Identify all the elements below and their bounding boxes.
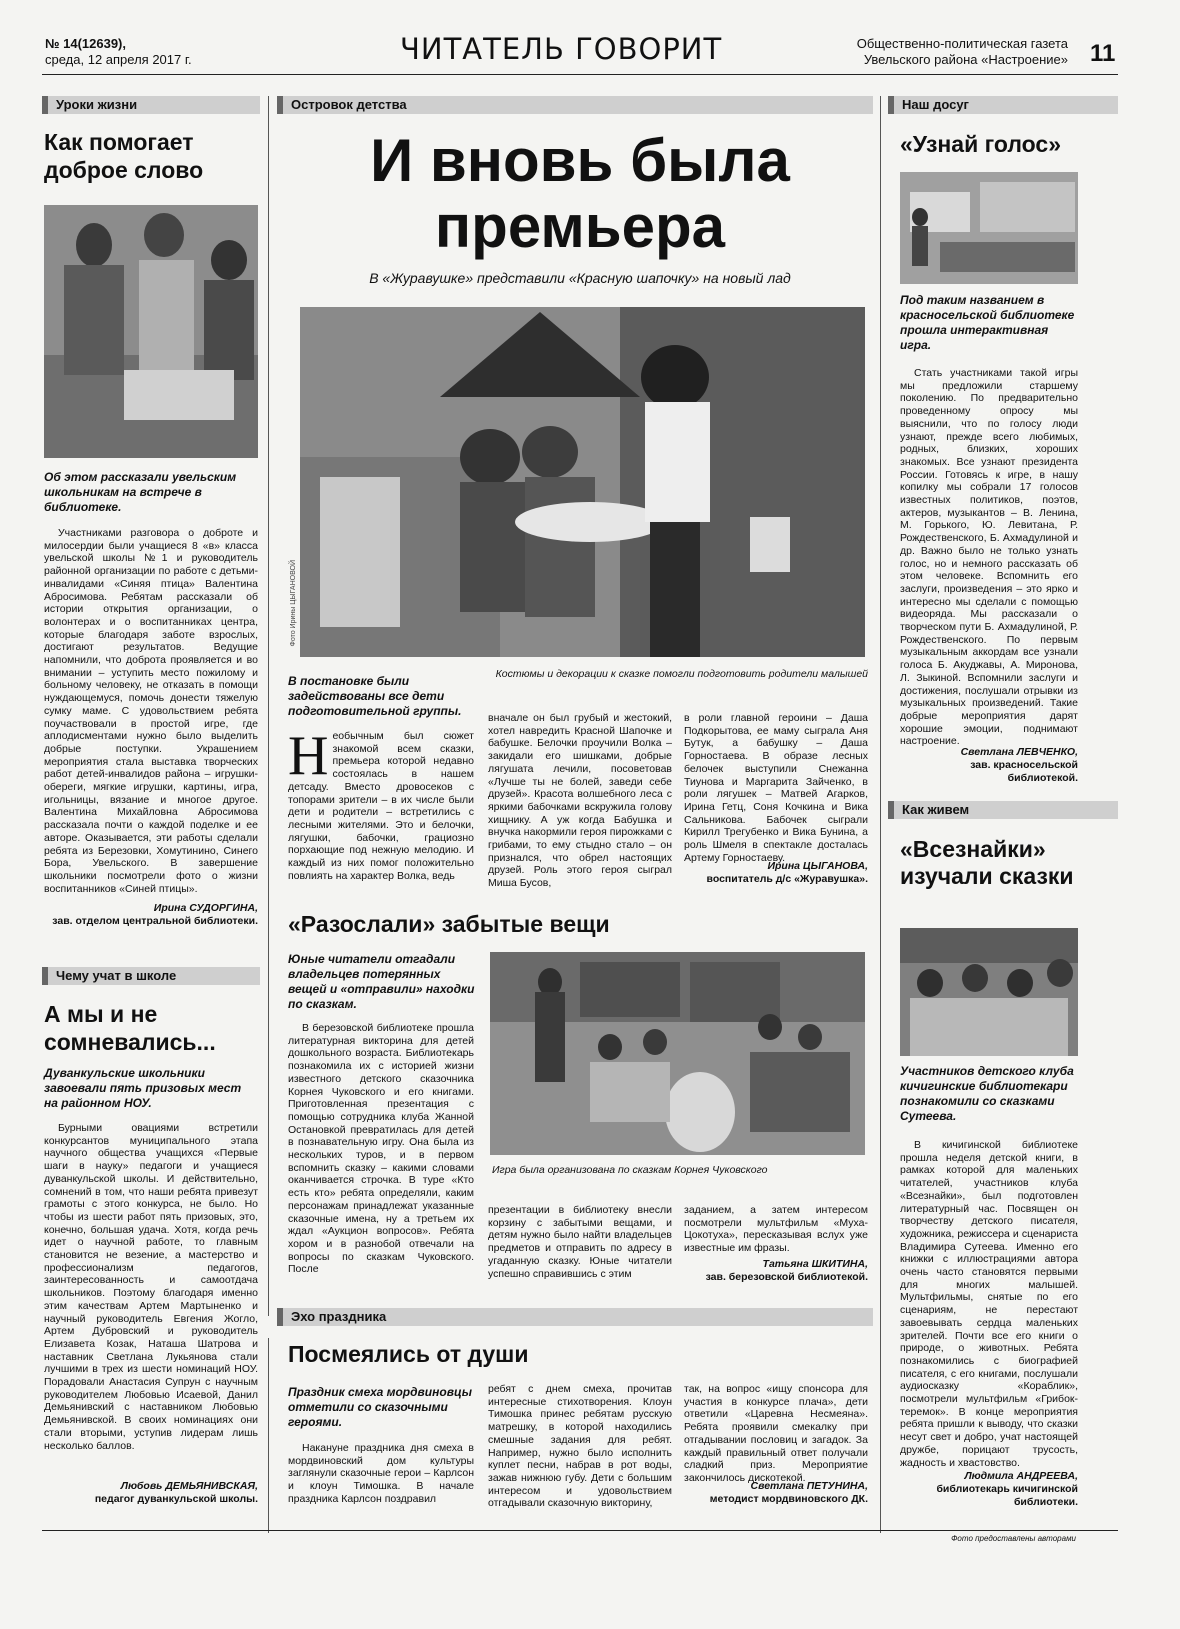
author-position: зав. березовской библиотекой. bbox=[705, 1271, 868, 1283]
lead-kind-word: Об этом рассказали увельским школьникам на встрече в библиотеке. bbox=[44, 470, 237, 514]
signature-andreeva bbox=[900, 1470, 1078, 1509]
rubric-holiday: Эхо праздника bbox=[277, 1308, 873, 1326]
header-rule bbox=[42, 74, 1118, 75]
photo-children-club bbox=[900, 928, 1078, 1056]
paragraph: в роли главной героини – Даша Подкорытова, ее маму сыграла Аня Бутук, а бабушку – Даша Горностаева. В образе лесных белочек выступили Снежанна Тиунова и Маргарита Зайченко, в роли лягушек – Матвей Агарков, Ирина Гетц, Соня Кочкина и Вика Сальникова. Бабочек сыграли Кирилл Трегубенко и Вика Бунина, а роль Шмеля в спектакле досталась Артему Горностаеву. bbox=[684, 712, 868, 864]
lead-guess-voice: Под таким названием в красносельской библиотеке прошла интерактивная игра. bbox=[900, 293, 1075, 352]
author-position: зав. отделом центральной библиотеки. bbox=[52, 915, 258, 927]
issue-info bbox=[45, 36, 215, 68]
body-no-doubt bbox=[44, 1122, 258, 1452]
signature-petunina bbox=[684, 1480, 868, 1506]
column-divider-right bbox=[880, 96, 881, 1533]
author-name: Любовь ДЕМЬЯНИВСКАЯ, bbox=[120, 1480, 258, 1492]
paragraph: еобычным был сюжет знакомой всем сказки, премьера которой недавно состоялась в нашем детсаду. Вместо дровосеков с топорами зрители – в их числе были дети и родители – встретились с лесными жителями. Это и белочки, лягушки, бабочки, грациозно порхающие под нежную мелодию. И каждый из них помог положительно повлиять на характер Волка, ведь bbox=[288, 730, 474, 882]
article-title-kind-word: Как помогает доброе слово bbox=[44, 129, 204, 183]
photo-red-riding-hood bbox=[300, 307, 865, 657]
paragraph: В березовской библиотеке прошла литературная викторина для детей дошкольного возраста. Библиотекарь познакомила их с историей жизни известного детского сказочника Корнея Чуковского и его книгами. Приготовленная презентация с помощью сотрудника клуба Жанной Остановкой превратилась для детей в познавательную игру. Она была из нескольких туров, и в первом вспомнить сказку – какими словами оканчивается строчка. В туре «Кто есть кто» ребята определяли, каким персонажам принадлежат указанные сказочные имена, ну а третьем их ждал «Аукцион вопросов». Ребята хором и в разнобой отвечали на вопросы по сказкам Чуковского. После bbox=[288, 1022, 474, 1276]
lead-premiere: В постановке были задействованы все дети подготовительной группы. bbox=[288, 674, 462, 718]
article-title-no-doubt: А мы и не сомневались... bbox=[44, 1001, 216, 1055]
signature-sudorgina bbox=[44, 902, 258, 928]
article-title-premiere: И вновь была премьера bbox=[370, 127, 790, 260]
paragraph: так, на вопрос «ищу спонсора для участия в конкурсе плача», дети ответили «Царевна Несмеяна». Ребята проявили смекалку при отгадывании пословиц и загадок. За каждый правильный ответ получали сладкий приз. Мероприятие закончилось дискотекой. bbox=[684, 1383, 868, 1484]
lead-no-doubt: Дуванкульские школьники завоевали пять призовых мест на районном НОУ. bbox=[44, 1066, 242, 1110]
article-subtitle-premiere: В «Журавушке» представили «Красную шапочку» на новый лад bbox=[369, 270, 791, 286]
photo-library-children bbox=[490, 952, 865, 1155]
body-premiere-col-c bbox=[684, 712, 868, 864]
rubric-leisure: Наш досуг bbox=[888, 96, 1118, 114]
author-name: Ирина СУДОРГИНА, bbox=[153, 902, 258, 914]
signature-shkitina bbox=[684, 1258, 868, 1284]
author-position: зав. красносельской библиотекой. bbox=[970, 759, 1078, 784]
signature-tsyganova bbox=[684, 860, 868, 886]
body-forgotten-col-c bbox=[684, 1204, 868, 1255]
lead-forgotten-things: Юные читатели отгадали владельцев потерянных вещей и «отправили» находки по сказкам. bbox=[288, 952, 475, 1011]
paper-name bbox=[808, 36, 1068, 68]
photo-caption-premiere: Костюмы и декорации к сказке помогли подготовить родители малышей bbox=[495, 668, 868, 680]
rubric-how-we-live: Как живем bbox=[888, 801, 1118, 819]
article-title-know-alls: «Всезнайки» изучали сказки bbox=[900, 836, 1074, 889]
body-kind-word bbox=[44, 527, 258, 895]
issue-number: № 14(12639), bbox=[45, 36, 126, 51]
body-forgotten-col-b bbox=[488, 1204, 672, 1280]
photo-voice-game bbox=[900, 172, 1078, 284]
photo-caption-library: Игра была организована по сказкам Корнея Чуковского bbox=[492, 1164, 768, 1176]
photo-credit-footer: Фото предоставлены авторами bbox=[951, 1534, 1076, 1543]
lead-know-alls: Участников детского клуба кичигинские библиотекари познакомили со сказками Сутеева. bbox=[900, 1064, 1074, 1123]
paragraph: Бурными овациями встретили конкурсантов муниципального этапа научного общества учащихся «Первые шаги в науку» педагоги и учащиеся дуванкульской школы. И действительно, сомнений в том, что наши ребята привезут грамоты с этого конкурса, не было. Но чтобы из шести работ пять призовых, это, конечно, большая удача. Хотя, когда речь идет о научной работе, то главным становится не везение, а мастерство и профессионализм педагогов, заинтересованность и самоотдача школьников. Поэтому благодаря именно этим качествам Артем Мартыненко и научный руководитель Евгения Жогло, Артем Дубровский и руководитель Елизавета Козак, Наташа Шатрова и наставник Светлана Лукьянова стали лучшими в трех из шести номинаций НОУ. Порадовали Анастасия Супрун с научным руководителем Любовью Исаевой, Данил Демьянивский с наставником Любовью Демьянивской. В своих номинациях они стали вторыми, уступив лидерам лишь несколько баллов. bbox=[44, 1122, 258, 1452]
author-name: Светлана ЛЕВЧЕНКО, bbox=[960, 746, 1078, 758]
section-title: ЧИТАТЕЛЬ ГОВОРИТ bbox=[400, 32, 723, 66]
author-position: педагог дуванкульской школы. bbox=[94, 1493, 258, 1505]
author-position: библиотекарь кичигинской библиотеки. bbox=[936, 1483, 1078, 1508]
author-position: воспитатель д/с «Журавушка». bbox=[706, 873, 868, 885]
body-laughed-col-a bbox=[288, 1442, 474, 1506]
body-know-alls bbox=[900, 1139, 1078, 1469]
rubric-school: Чему учат в школе bbox=[42, 967, 260, 985]
paper-line-1: Общественно-политическая газета bbox=[856, 36, 1068, 51]
paragraph: Накануне праздника дня смеха в мордвиновский дом культуры заглянули сказочные герои – Карлсон и клоун Тимошка. В начале праздника Карлсон поздравил bbox=[288, 1442, 474, 1505]
body-laughed-col-c bbox=[684, 1383, 868, 1485]
paragraph: ребят с днем смеха, прочитав интересные стихотворения. Клоун Тимошка принес ребятам русскую матрешку, в которой находились смешные задания для ребят. Например, нужно было исполнить куплет песни, набрав в рот воды, зажав нижнюю губу. Дети с большим интересом и удовольствием отгадывали сказочную викторину, bbox=[488, 1383, 672, 1510]
paragraph: вначале он был грубый и жестокий, хотел навредить Красной Шапочке и бабушке. Белочки проучили Волка – закидали его шишками, добрые лягушата лечили, посоветовав «Лучше ты не болей, заведи себе друзей». Красота волшебного леса с яркими бабочками вскружила голову хищнику. А уж когда Бабушка и внучка накормили героя пирожками с грибами, то ему стыдно стало – он признался, что обрел настоящих друзей. Роль этого героя сыграл Миша Бусов, bbox=[488, 712, 672, 890]
issue-date: среда, 12 апреля 2017 г. bbox=[45, 52, 192, 67]
paragraph: Участниками разговора о доброте и милосердии были учащиеся 8 «в» класса увельской школы №1 и руководитель районной организации по работе с детьми-инвалидами «Синяя птица» Валентина Абросимова. Ребятам рассказали об истории открытия организации, о волонтерах и о воспитанниках центра, которые благодаря заботе взрослых, достигают результатов. Ведущие напомнили, что доброта проявляется и во внимании – уступить место пожилому и больному человеку, не отказать в помощи нуждающемуся, помочь донести тяжелую сумку маме. С удовольствием ребята поучаствовали в простой игре, где аплодисментами нужно было выделить добрые поступки. Украшением мероприятия стала выставка творческих работ детей-инвалидов района – игрушки-обереги, мягкие игрушки, картины, игра, игольницы, вязание и многое другое. Валентина Михайловна Абросимова рассказала почти о каждой поделке и ее авторе. Оказывается, эти работы сделали ребята из Березовки, Хомутинино, Синего Бора, Увельского. В завершение школьники посмотрели фото о жизни воспитанников «Синей птицы». bbox=[44, 527, 258, 895]
paragraph: заданием, а затем интересом посмотрели мультфильм «Муха-Цокотуха», пересказывая вслух уже известные им фразы. bbox=[684, 1204, 868, 1255]
paper-line-2: Увельского района «Настроение» bbox=[863, 52, 1068, 67]
footer-rule bbox=[42, 1530, 1118, 1531]
author-position: методист мордвиновского ДК. bbox=[709, 1493, 868, 1505]
paragraph: В кичигинской библиотеке прошла неделя детской книги, в рамках которой для маленьких читателей, участников клуба «Всезнайки», был подготовлен литературный час. Посвящен он творчеству детского писателя, художника, режиссера и сценариста Владимира Сутеева. Именно его книжки с иллюстрациями автора очень часто становятся первыми для многих малышей. Мультфильмы, снятые по его сценариям, не перестают завоевывать сердца маленьких зрителей. Почти все его книги о природе, о животных. Ребята познакомились с биографией писателя, с его книгами, послушали аудиосказку «Кораблик», посмотрели мультфильм «Грибок-теремок». В конце мероприятия ребята пришли к выводу, что сказки несут свет и добро, учат настоящей дружбе, порицают трусость, жадность и хвастовство. bbox=[900, 1139, 1078, 1469]
paragraph: презентации в библиотеку внесли корзину с забытыми вещами, и детям нужно было найти владельцев предметов и отправить по адресу в угаданную сказку. Юные читатели успешно справившись с этим bbox=[488, 1204, 672, 1280]
rubric-lessons: Уроки жизни bbox=[42, 96, 260, 114]
author-name: Светлана ПЕТУНИНА, bbox=[750, 1480, 868, 1492]
author-name: Ирина ЦЫГАНОВА, bbox=[767, 860, 868, 872]
paragraph: Стать участниками такой игры мы предложили старшему поколению. По предварительно проведенному опросу мы выяснили, что по голосу люди узнают, прежде всего любимых, родных, близких, хороших знакомых. Все узнают президента России. Готовясь к игре, в нашу копилку мы собрали 17 голосов известных политиков, поэтов, актеров, музыкантов – В. Ленина, М. Горького, Ю. Левитана, Р. Рождественского, Б. Ахмадулиной и др. Важно было не только узнать голос, но и немного рассказать об этом человеке. Вспомнить его заслуги, произведения – это ярко и интересно мы сделали с помощью видеоряда. Мы рассказали о творческом пути Б. Ахмадулиной, Р. Рождественского. По первым музыкальным аккордам все узнали голоса Б. Акуджавы, А. Миронова, Л. Зыкиной. Вспомнили заслуги и достижения, послушали отрывки из музыкальных произведений. Такие добрые мероприятия дарят хорошие эмоции, поднимают настроение. bbox=[900, 367, 1078, 748]
dropcap: Н bbox=[288, 725, 329, 787]
signature-demyanivskaya bbox=[44, 1480, 258, 1506]
column-divider-left bbox=[268, 96, 269, 1316]
rubric-childhood: Островок детства bbox=[277, 96, 873, 114]
body-guess-voice bbox=[900, 367, 1078, 748]
column-divider-left-bottom bbox=[268, 1338, 269, 1533]
article-title-forgotten-things: «Разослали» забытые вещи bbox=[288, 911, 610, 937]
photo-credit-tsyganova: Фото Ирины ЦЫГАНОВОЙ bbox=[290, 560, 297, 647]
article-title-guess-voice: «Узнай голос» bbox=[900, 131, 1061, 157]
body-premiere-col-b bbox=[488, 712, 672, 890]
body-premiere-col-a bbox=[288, 725, 474, 882]
author-name: Татьяна ШКИТИНА, bbox=[762, 1258, 868, 1270]
signature-levchenko bbox=[900, 746, 1078, 785]
page-number: 11 bbox=[1090, 40, 1116, 67]
article-title-laughed: Посмеялись от души bbox=[288, 1341, 529, 1367]
body-forgotten-col-a bbox=[288, 1022, 474, 1276]
lead-laughed: Праздник смеха мордвиновцы отметили со сказочными героями. bbox=[288, 1385, 472, 1429]
author-name: Людмила АНДРЕЕВА, bbox=[964, 1470, 1078, 1482]
photo-students bbox=[44, 205, 258, 458]
body-laughed-col-b bbox=[488, 1383, 672, 1510]
